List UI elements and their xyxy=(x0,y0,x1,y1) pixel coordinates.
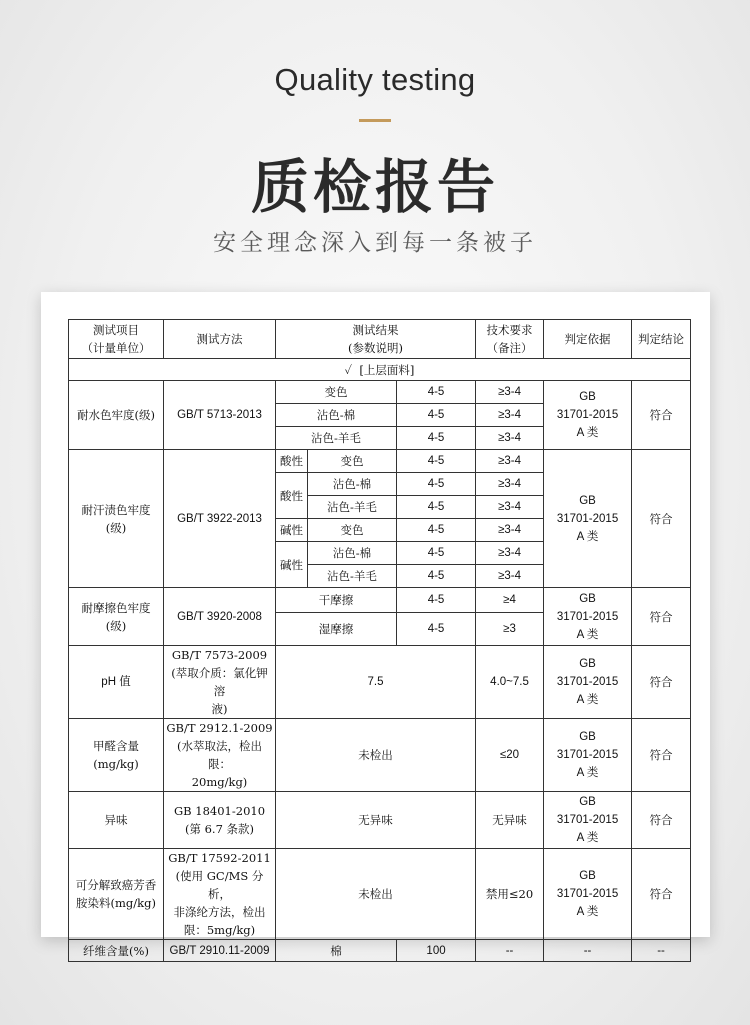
value-cell: 4-5 xyxy=(397,542,476,565)
item-cell: 耐汗渍色牢度 (级) xyxy=(69,450,164,588)
conclusion-cell: 符合 xyxy=(632,381,691,450)
item-cell: 耐摩擦色牢度 (级) xyxy=(69,588,164,646)
subtitle: 安全理念深入到每一条被子 xyxy=(213,230,537,256)
result-cell: 沾色-羊毛 xyxy=(276,427,397,450)
conclusion-cell: 符合 xyxy=(632,646,691,719)
acid-label: 酸性 xyxy=(276,450,308,473)
alkali-label: 碱性 xyxy=(276,519,308,542)
result-cell: 未检出 xyxy=(276,849,476,940)
table-row xyxy=(69,849,691,940)
conclusion-cell: 符合 xyxy=(632,450,691,588)
basis-cell: GB 31701-2015 A 类 xyxy=(544,450,632,588)
table-row xyxy=(69,646,691,719)
conclusion-cell: 符合 xyxy=(632,719,691,792)
requirement-cell: ≥3-4 xyxy=(476,450,544,473)
value-cell: 4-5 xyxy=(397,496,476,519)
result-cell: 沾色-棉 xyxy=(308,473,397,496)
requirement-cell: ≥3-4 xyxy=(476,427,544,450)
table-row xyxy=(69,381,691,404)
item-cell: 异味 xyxy=(69,792,164,849)
value-cell: 4-5 xyxy=(397,588,476,613)
method-cell: GB 18401-2010 (第 6.7 条款) xyxy=(164,792,276,849)
col-header-result: 测试结果 (参数说明) xyxy=(276,320,476,359)
requirement-cell: ≥3-4 xyxy=(476,381,544,404)
basis-cell: GB 31701-2015 A 类 xyxy=(544,588,632,646)
section-label xyxy=(69,359,691,381)
col-header-requirement: 技术要求 （备注） xyxy=(476,320,544,359)
table-row xyxy=(69,450,691,473)
basis-cell: GB 31701-2015 A 类 xyxy=(544,719,632,792)
requirement-cell: ≥4 xyxy=(476,588,544,613)
value-cell: 4-5 xyxy=(397,473,476,496)
col-header-item: 测试项目 （计量单位） xyxy=(69,320,164,359)
section-title: [上层面料] xyxy=(359,362,415,377)
table-row xyxy=(69,940,691,962)
requirement-cell: ≤20 xyxy=(476,719,544,792)
value-cell: 4-5 xyxy=(397,613,476,646)
conclusion-cell: 符合 xyxy=(632,588,691,646)
acid-label: 酸性 xyxy=(276,473,308,519)
col-header-basis: 判定依据 xyxy=(544,320,632,359)
value-cell: 100 xyxy=(397,940,476,962)
result-cell: 棉 xyxy=(276,940,397,962)
result-cell: 沾色-羊毛 xyxy=(308,496,397,519)
result-cell: 沾色-棉 xyxy=(276,404,397,427)
chinese-title: 质检报告 xyxy=(250,153,499,221)
value-cell: 4-5 xyxy=(397,450,476,473)
requirement-cell: 无异味 xyxy=(476,792,544,849)
method-cell: GB/T 5713-2013 xyxy=(164,381,276,450)
table-row xyxy=(69,792,691,849)
result-cell: 干摩擦 xyxy=(276,588,397,613)
result-cell: 变色 xyxy=(308,519,397,542)
title-divider xyxy=(359,119,391,122)
method-cell: GB/T 2910.11-2009 xyxy=(164,940,276,962)
table-row xyxy=(69,588,691,613)
basis-cell: GB 31701-2015 A 类 xyxy=(544,849,632,940)
basis-cell: GB 31701-2015 A 类 xyxy=(544,792,632,849)
method-cell: GB/T 3922-2013 xyxy=(164,450,276,588)
table-row xyxy=(69,719,691,792)
section-row xyxy=(69,359,691,381)
requirement-cell: ≥3-4 xyxy=(476,404,544,427)
result-cell: 变色 xyxy=(276,381,397,404)
value-cell: 4-5 xyxy=(397,565,476,588)
value-cell: 4-5 xyxy=(397,381,476,404)
item-cell: 可分解致癌芳香 胺染料(mg/kg) xyxy=(69,849,164,940)
conclusion-cell: 符合 xyxy=(632,849,691,940)
result-cell: 湿摩擦 xyxy=(276,613,397,646)
method-cell: GB/T 3920-2008 xyxy=(164,588,276,646)
requirement-cell: 禁用≤20 xyxy=(476,849,544,940)
value-cell: 4-5 xyxy=(397,404,476,427)
item-cell: pH 值 xyxy=(69,646,164,719)
value-cell: 4-5 xyxy=(397,519,476,542)
requirement-cell: ≥3-4 xyxy=(476,496,544,519)
result-cell: 7.5 xyxy=(276,646,476,719)
requirement-cell: ≥3-4 xyxy=(476,473,544,496)
result-cell: 沾色-棉 xyxy=(308,542,397,565)
method-cell: GB/T 17592-2011 (使用 GC/MS 分析， 非涤纶方法，检出 限：5mg/kg) xyxy=(164,849,276,940)
method-cell: GB/T 2912.1-2009 (水萃取法，检出限： 20mg/kg) xyxy=(164,719,276,792)
requirement-cell: ≥3-4 xyxy=(476,542,544,565)
conclusion-cell: -- xyxy=(632,940,691,962)
check-icon: ✓ xyxy=(344,362,353,377)
requirement-cell: ≥3-4 xyxy=(476,565,544,588)
conclusion-cell: 符合 xyxy=(632,792,691,849)
header-row xyxy=(69,320,691,359)
requirement-cell: ≥3 xyxy=(476,613,544,646)
value-cell: 4-5 xyxy=(397,427,476,450)
requirement-cell: 4.0~7.5 xyxy=(476,646,544,719)
item-cell: 纤维含量(%) xyxy=(69,940,164,962)
requirement-cell: -- xyxy=(476,940,544,962)
item-cell: 耐水色牢度(级) xyxy=(69,381,164,450)
result-cell: 无异味 xyxy=(276,792,476,849)
result-cell: 沾色-羊毛 xyxy=(308,565,397,588)
method-cell: GB/T 7573-2009 (萃取介质：氯化钾溶 液) xyxy=(164,646,276,719)
result-cell: 未检出 xyxy=(276,719,476,792)
col-header-method: 测试方法 xyxy=(164,320,276,359)
basis-cell: -- xyxy=(544,940,632,962)
item-cell: 甲醛含量 (mg/kg) xyxy=(69,719,164,792)
alkali-label: 碱性 xyxy=(276,542,308,588)
result-cell: 变色 xyxy=(308,450,397,473)
quality-report-table xyxy=(68,319,691,962)
english-title: Quality testing xyxy=(274,62,476,97)
requirement-cell: ≥3-4 xyxy=(476,519,544,542)
basis-cell: GB 31701-2015 A 类 xyxy=(544,381,632,450)
basis-cell: GB 31701-2015 A 类 xyxy=(544,646,632,719)
col-header-conclusion: 判定结论 xyxy=(632,320,691,359)
